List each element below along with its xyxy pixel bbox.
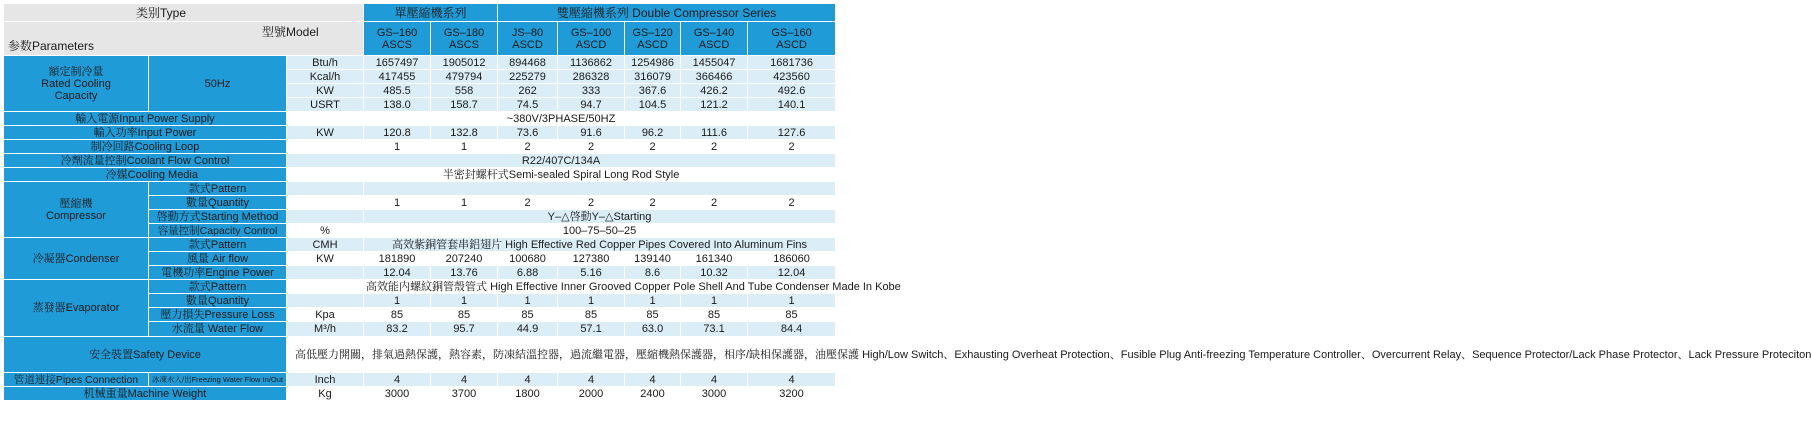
cell-value: 558 — [431, 84, 498, 98]
evaporator-pattern-value: 高效能内螺紋銅管殼管式 High Effective Inner Grooved Copper Pole Shell And Tube Condenser Made In Kobe — [364, 280, 836, 294]
cell-value: 485.5 — [364, 84, 431, 98]
cell-value: 3000 — [364, 387, 431, 401]
cell-value: 1 — [431, 140, 498, 154]
cell-value: 4 — [625, 373, 681, 387]
cell-value: 1254986 — [625, 56, 681, 70]
safety-device-value: 高低壓力開關，排氣過熱保護，熱容素，防凍結溫控器，過流繼電器，壓縮機熱保護器，相序/缺相保護器，油壓保護 High/Low Switch、Exhausting Overheat Protection、Fusible Plug Anti-freezing Temperature Controller、Overcurrent Relay、Sequence Protector/Lack Phase Protector、Lack Pressure Proteciton — [287, 337, 836, 373]
cell-value: 94.7 — [558, 98, 625, 112]
cell-value: 2 — [681, 140, 748, 154]
unit — [287, 266, 364, 280]
single-series-header: 單壓縮機系列 — [364, 4, 498, 22]
cell-value: 161340 — [681, 252, 748, 266]
input-power-label: 輸入功率Input Power — [4, 126, 287, 140]
cell-value: 83.2 — [364, 322, 431, 337]
cell-value: 2 — [498, 140, 558, 154]
rated-cooling-label: 額定制冷量 Rated Cooling Capacity — [4, 56, 149, 112]
cell-value: 479794 — [431, 70, 498, 84]
condenser-label: 冷凝器Condenser — [4, 238, 149, 280]
cell-value: 158.7 — [431, 98, 498, 112]
model-label: 型號Model — [262, 25, 319, 39]
unit: CMH — [287, 238, 364, 252]
cell-value: 73.1 — [681, 322, 748, 337]
cell-value: 367.6 — [625, 84, 681, 98]
evaporator-pattern-label: 款式Pattern — [149, 280, 287, 294]
double-series-header: 雙壓縮機系列 Double Compressor Series — [498, 4, 836, 22]
unit: USRT — [287, 98, 364, 112]
pipes-connection-sub: 冰凍水入/出Freezing Water Flow In/Out — [149, 373, 287, 387]
cell-value: 85 — [748, 308, 836, 322]
cell-value: 186060 — [748, 252, 836, 266]
condenser-pattern-label: 款式Pattern — [149, 238, 287, 252]
cell-value: 316079 — [625, 70, 681, 84]
cell-value: 1 — [681, 294, 748, 308]
unit: Kg — [287, 387, 364, 401]
unit — [287, 140, 364, 154]
unit: M³/h — [287, 322, 364, 337]
engine-power-label: 電機功率Engine Power — [149, 266, 287, 280]
cell-value: 85 — [431, 308, 498, 322]
cell-value: 4 — [431, 373, 498, 387]
model-header: GS–160 ASCS — [364, 22, 431, 56]
machine-weight-label: 机械重量Machine Weight — [4, 387, 287, 401]
unit: Kcal/h — [287, 70, 364, 84]
cell-value: 492.6 — [748, 84, 836, 98]
unit: Btu/h — [287, 56, 364, 70]
cell-value: 4 — [498, 373, 558, 387]
cell-value: 417455 — [364, 70, 431, 84]
cell-value: 4 — [748, 373, 836, 387]
compressor-pattern-value — [364, 182, 836, 196]
cell-value: 225279 — [498, 70, 558, 84]
cell-value: 1455047 — [681, 56, 748, 70]
cell-value: 1 — [748, 294, 836, 308]
cell-value: 1 — [431, 196, 498, 210]
unit — [287, 210, 364, 224]
unit: % — [287, 224, 364, 238]
cell-value: 12.04 — [364, 266, 431, 280]
cell-value: 1 — [431, 294, 498, 308]
cell-value: 2 — [625, 140, 681, 154]
cell-value: 73.6 — [498, 126, 558, 140]
model-header: GS–120 ASCD — [625, 22, 681, 56]
unit — [287, 182, 364, 196]
cell-value: 121.2 — [681, 98, 748, 112]
cell-value: 139140 — [625, 252, 681, 266]
cell-value: 2 — [558, 196, 625, 210]
cell-value: 140.1 — [748, 98, 836, 112]
unit: Inch — [287, 373, 364, 387]
cell-value: 2 — [498, 196, 558, 210]
unit: KW — [287, 126, 364, 140]
cooling-media-label: 冷媒Cooling Media — [4, 168, 287, 182]
unit — [287, 196, 364, 210]
evaporator-label: 蒸發器Evaporator — [4, 280, 149, 337]
cell-value: 4 — [364, 373, 431, 387]
cell-value: 104.5 — [625, 98, 681, 112]
cell-value: 2 — [748, 196, 836, 210]
cell-value: 13.76 — [431, 266, 498, 280]
cell-value: 1 — [364, 140, 431, 154]
cell-value: 2 — [558, 140, 625, 154]
cell-value: 207240 — [431, 252, 498, 266]
cell-value: 3700 — [431, 387, 498, 401]
pressure-loss-label: 壓力損失Pressure Loss — [149, 308, 287, 322]
unit — [287, 294, 364, 308]
cell-value: 85 — [681, 308, 748, 322]
starting-method-label: 啓動方式Starting Method — [149, 210, 287, 224]
capacity-control-value: 100–75–50–25 — [364, 224, 836, 238]
unit — [287, 280, 364, 294]
cell-value: 2 — [681, 196, 748, 210]
safety-device-label: 安全裝置Safety Device — [4, 337, 287, 373]
starting-method-value: Y–△啓動Y–△Starting — [364, 210, 836, 224]
params-model-cell — [4, 22, 364, 56]
cell-value: 894468 — [498, 56, 558, 70]
cell-value: 426.2 — [681, 84, 748, 98]
cell-value: 138.0 — [364, 98, 431, 112]
cell-value: 12.04 — [748, 266, 836, 280]
cell-value: 423560 — [748, 70, 836, 84]
cell-value: 1 — [364, 196, 431, 210]
cell-value: 100680 — [498, 252, 558, 266]
spec-table — [3, 3, 1811, 401]
cell-value: 74.5 — [498, 98, 558, 112]
cell-value: 333 — [558, 84, 625, 98]
cell-value: 120.8 — [364, 126, 431, 140]
cell-value: 6.88 — [498, 266, 558, 280]
cell-value: 63.0 — [625, 322, 681, 337]
type-label: 类别Type — [4, 4, 364, 22]
cell-value: 1136862 — [558, 56, 625, 70]
power-supply-label: 輸入電源Input Power Supply — [4, 112, 287, 126]
cell-value: 1 — [364, 294, 431, 308]
params-label: 参数Parameters — [8, 39, 95, 53]
cell-value: 5.16 — [558, 266, 625, 280]
cell-value: 132.8 — [431, 126, 498, 140]
cell-value: 95.7 — [431, 322, 498, 337]
power-supply-value: ~380V/3PHASE/50HZ — [287, 112, 836, 126]
airflow-label: 風量 Air flow — [149, 252, 287, 266]
cell-value: 84.4 — [748, 322, 836, 337]
model-header: GS–180 ASCS — [431, 22, 498, 56]
cell-value: 3200 — [748, 387, 836, 401]
flow-control-label: 冷劑流量控制Coolant Flow Control — [4, 154, 287, 168]
cell-value: 127380 — [558, 252, 625, 266]
cell-value: 10.32 — [681, 266, 748, 280]
cell-value: 85 — [364, 308, 431, 322]
cell-value: 262 — [498, 84, 558, 98]
cell-value: 3000 — [681, 387, 748, 401]
cell-value: 2000 — [558, 387, 625, 401]
model-header: JS–80 ASCD — [498, 22, 558, 56]
condenser-pattern-value: 高效紫銅管套串鋁翅片 High Effective Red Copper Pipes Covered Into Aluminum Fins — [364, 238, 836, 252]
cell-value: 1 — [558, 294, 625, 308]
frequency-label: 50Hz — [149, 56, 287, 112]
unit: KW — [287, 84, 364, 98]
compressor-quantity-label: 數量Quantity — [149, 196, 287, 210]
cell-value: 1800 — [498, 387, 558, 401]
unit: KW — [287, 252, 364, 266]
cell-value: 181890 — [364, 252, 431, 266]
capacity-control-label: 容量控制Capacity Control — [149, 224, 287, 238]
cell-value: 1 — [498, 294, 558, 308]
pipes-connection-label: 管道連接Pipes Connection — [4, 373, 149, 387]
cell-value: 1681736 — [748, 56, 836, 70]
cell-value: 2400 — [625, 387, 681, 401]
cell-value: 286328 — [558, 70, 625, 84]
cell-value: 366466 — [681, 70, 748, 84]
cell-value: 1657497 — [364, 56, 431, 70]
water-flow-label: 水流量 Water Flow — [149, 322, 287, 337]
cell-value: 91.6 — [558, 126, 625, 140]
cooling-media-value: 半密封螺杆式Semi-sealed Spiral Long Rod Style — [287, 168, 836, 182]
model-header: GS–160 ASCD — [748, 22, 836, 56]
cell-value: 96.2 — [625, 126, 681, 140]
unit: Kpa — [287, 308, 364, 322]
model-header: GS–100 ASCD — [558, 22, 625, 56]
cell-value: 8.6 — [625, 266, 681, 280]
cell-value: 111.6 — [681, 126, 748, 140]
model-header: GS–140 ASCD — [681, 22, 748, 56]
cooling-loop-label: 制冷回路Cooling Loop — [4, 140, 287, 154]
compressor-pattern-label: 款式Pattern — [149, 182, 287, 196]
cell-value: 1905012 — [431, 56, 498, 70]
cell-value: 57.1 — [558, 322, 625, 337]
cell-value: 1 — [625, 294, 681, 308]
cell-value: 4 — [558, 373, 625, 387]
cell-value: 85 — [625, 308, 681, 322]
cell-value: 4 — [681, 373, 748, 387]
cell-value: 127.6 — [748, 126, 836, 140]
cell-value: 2 — [748, 140, 836, 154]
evaporator-quantity-label: 數量Quantity — [149, 294, 287, 308]
flow-control-value: R22/407C/134A — [287, 154, 836, 168]
cell-value: 2 — [625, 196, 681, 210]
compressor-label: 壓縮機 Compressor — [4, 182, 149, 238]
cell-value: 44.9 — [498, 322, 558, 337]
cell-value: 85 — [558, 308, 625, 322]
cell-value: 85 — [498, 308, 558, 322]
